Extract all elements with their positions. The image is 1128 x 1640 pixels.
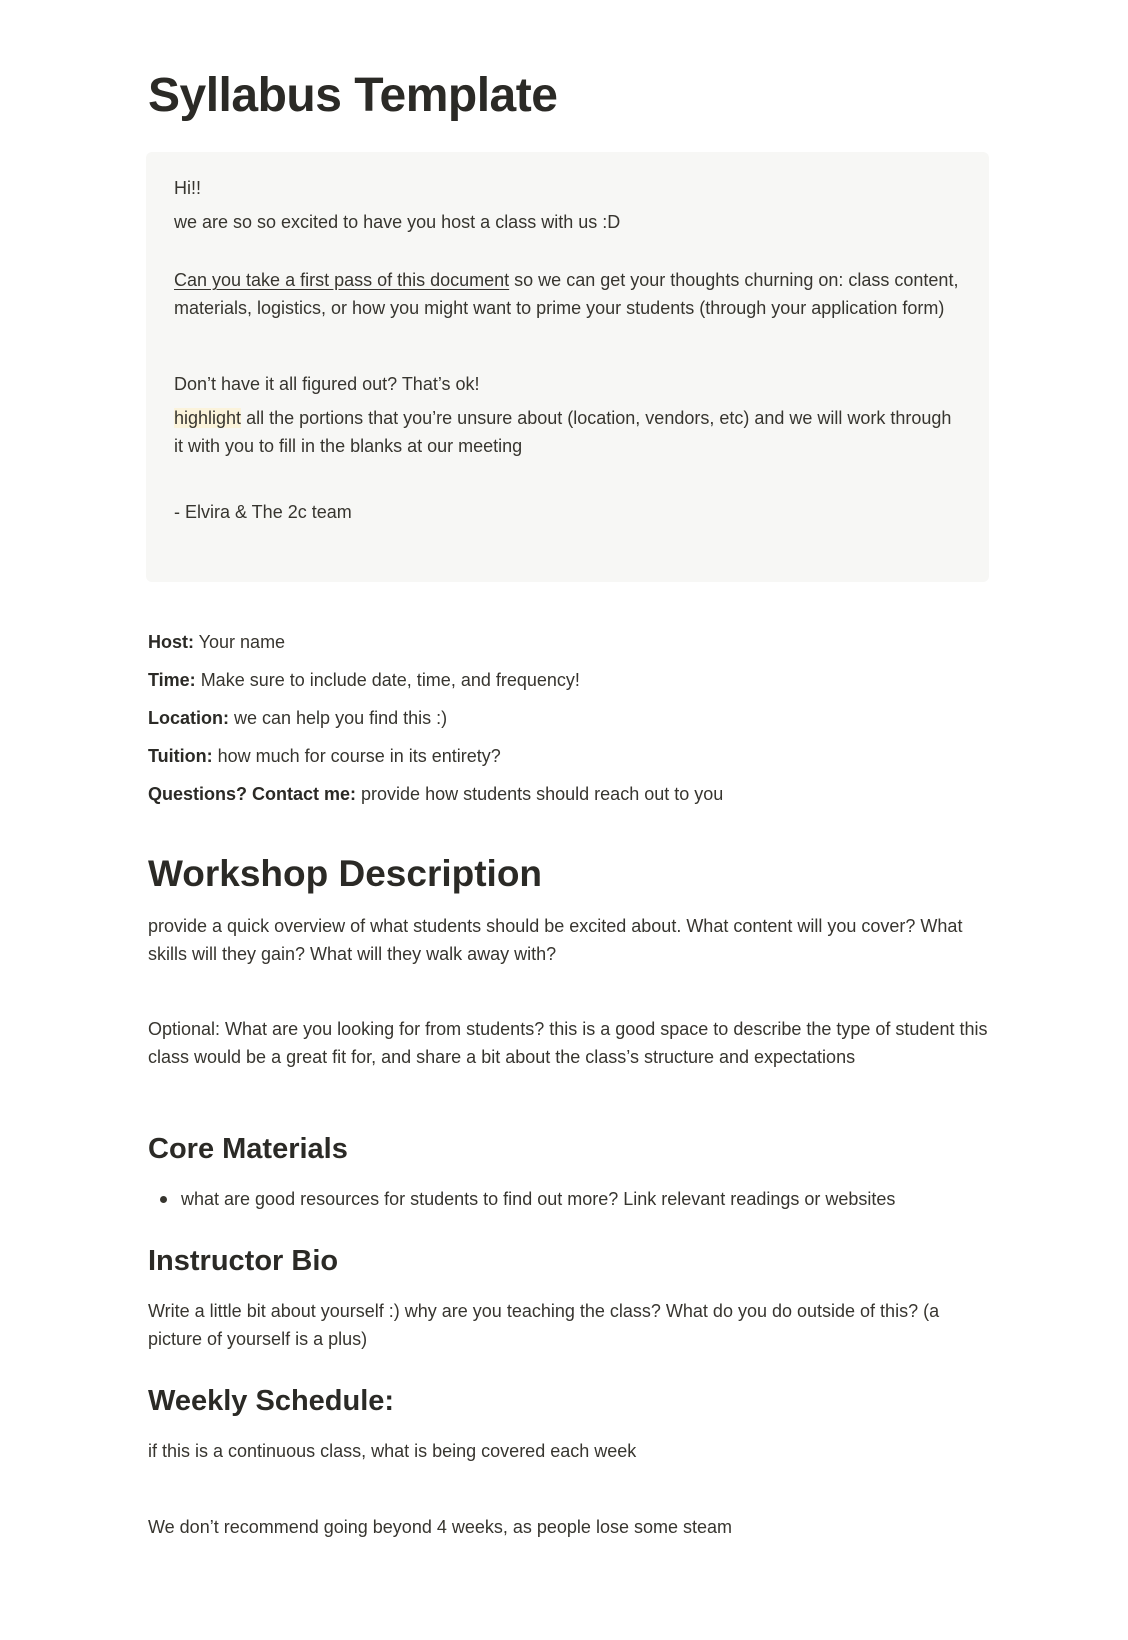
property-label: Time:	[148, 670, 196, 690]
workshop-optional: Optional: What are you looking for from students? this is a good space to describe the type of student this class would be a great fit for, and share a bit about the class’s structure and expectations	[148, 1019, 988, 1067]
callout-first-pass	[174, 266, 961, 322]
property-value: provide how students should reach out to you	[356, 784, 724, 804]
callout-not-figured: Don’t have it all figured out? That’s ok!	[174, 374, 480, 394]
highlight-text: all the portions that you’re unsure about (location, vendors, etc) and we will work through it with you to fill in the blanks at our meeting	[174, 408, 952, 456]
callout-signoff: - Elvira & The 2c team	[174, 502, 352, 522]
first-pass-text: so we can get your thoughts churning on: class content, materials, logistics, or how you might want to prime your students (through your application form)	[174, 270, 959, 318]
page-title: Syllabus Template	[148, 69, 558, 122]
property-label: Host:	[148, 632, 194, 652]
weekly-schedule-note: We don’t recommend going beyond 4 weeks, as people lose some steam	[148, 1517, 732, 1537]
property-host	[148, 628, 988, 656]
list-item	[148, 1185, 988, 1213]
weekly-schedule-text: if this is a continuous class, what is being covered each week	[148, 1441, 637, 1461]
weekly-schedule-heading: Weekly Schedule:	[148, 1385, 395, 1417]
property-location	[148, 704, 988, 732]
property-value: how much for course in its entirety?	[212, 746, 501, 766]
callout-highlight	[174, 404, 961, 460]
callout-greeting: Hi!!	[174, 178, 201, 198]
core-materials-list	[148, 1185, 988, 1213]
workshop-overview: provide a quick overview of what students should be excited about. What content will you cover? What skills will they gain? What will they walk away with?	[148, 916, 963, 964]
first-pass-link[interactable]: Can you take a first pass of this document	[174, 270, 510, 290]
property-label: Tuition:	[148, 746, 213, 766]
workshop-description-heading: Workshop Description	[148, 853, 543, 894]
property-label: Location:	[148, 708, 229, 728]
property-tuition	[148, 742, 988, 770]
highlight-word: highlight	[174, 408, 242, 428]
property-contact	[148, 780, 988, 808]
callout-excited: we are so so excited to have you host a class with us :D	[174, 212, 621, 232]
intro-callout	[146, 152, 989, 582]
property-value: we can help you find this :)	[229, 708, 448, 728]
instructor-bio-text: Write a little bit about yourself :) why are you teaching the class? What do you do outside of this? (a picture of yourself is a plus)	[148, 1301, 940, 1349]
property-time	[148, 666, 988, 694]
instructor-bio-heading: Instructor Bio	[148, 1245, 339, 1277]
core-materials-heading: Core Materials	[148, 1133, 348, 1165]
course-properties	[148, 628, 988, 818]
list-item-text: what are good resources for students to find out more? Link relevant readings or websites	[181, 1189, 896, 1209]
property-value: Your name	[194, 632, 286, 652]
property-value: Make sure to include date, time, and frequency!	[195, 670, 580, 690]
property-label: Questions? Contact me:	[148, 784, 357, 804]
bullet-icon	[160, 1196, 167, 1203]
